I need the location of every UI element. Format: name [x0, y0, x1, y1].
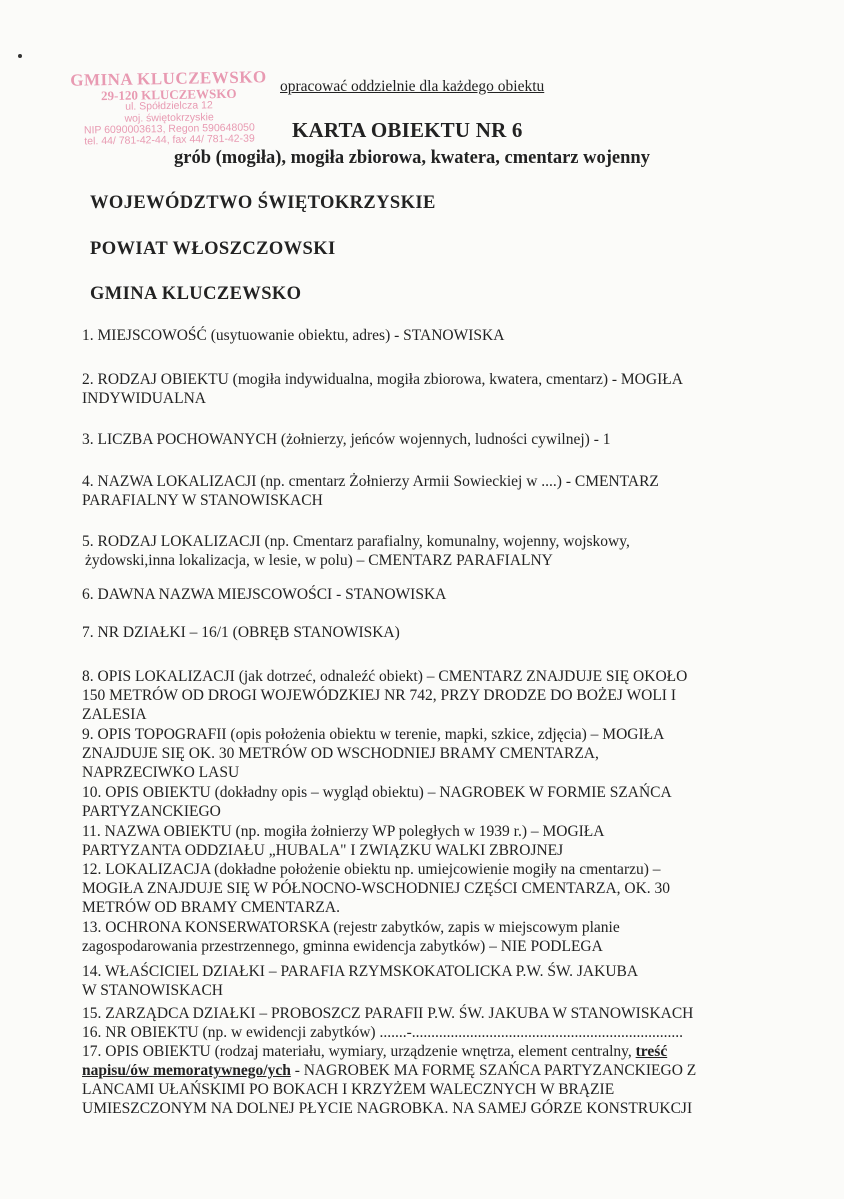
commune-stamp — [53, 68, 284, 148]
field-10-line-1: 10. OPIS OBIEKTU (dokładny opis – wygląd obiektu) – NAGROBEK W FORMIE SZAŃCA — [82, 784, 672, 801]
field-4-line-1: 4. NAZWA LOKALIZACJI (np. cmentarz Żołnierzy Armii Sowieckiej w ....) - CMENTARZ — [82, 473, 659, 490]
field-17-line-4: UMIESZCZONYM NA DOLNEJ PŁYCIE NAGROBKA. NA SAMEJ GÓRZE KONSTRUKCJI — [82, 1100, 693, 1117]
field-12 — [82, 860, 762, 917]
field-9-line-1: 9. OPIS TOPOGRAFII (opis położenia obiektu w terenie, mapki, szkice, zdjęcia) – MOGIŁA — [82, 726, 665, 743]
instruction-note: opracować oddzielnie dla każdego obiektu — [280, 78, 545, 95]
field-4 — [82, 472, 762, 510]
field-16 — [82, 1023, 762, 1042]
commune-heading: GMINA KLUCZEWSKO — [90, 284, 302, 304]
field-14 — [82, 962, 762, 1000]
field-11-line-2: PARTYZANTA ODDZIAŁU „HUBALA" I ZWIĄZKU WALKI ZBROJNEJ — [82, 842, 564, 859]
field-14-line-2: W STANOWISKACH — [82, 982, 223, 999]
stamp-line-2: 29-120 KLUCZEWSKO — [100, 85, 237, 104]
field-16-line-1: 16. NR OBIEKTU (np. w ewidencji zabytków) .......-...................................................................... — [82, 1024, 683, 1041]
field-17-line-1-text: 17. OPIS OBIEKTU (rodzaj materiału, wymiary, urządzenie wnętrza, element centralny, — [82, 1043, 636, 1060]
county-heading: POWIAT WŁOSZCZOWSKI — [90, 239, 336, 259]
field-17-underlined-heading-b: napisu/ów memoratywnego/ych — [82, 1062, 291, 1079]
field-15-line-1: 15. ZARZĄDCA DZIAŁKI – PROBOSZCZ PARAFII P.W. ŚW. JAKUBA W STANOWISKACH — [82, 1005, 694, 1022]
field-6-line-1: 6. DAWNA NAZWA MIEJSCOWOŚCI - STANOWISKA — [82, 586, 447, 603]
field-17-underlined-heading-a: treść — [635, 1043, 668, 1060]
field-11 — [82, 822, 762, 860]
field-13 — [82, 918, 762, 956]
field-5 — [82, 532, 762, 570]
field-12-line-3: METRÓW OD BRAMY CMENTARZA. — [82, 899, 340, 916]
field-10 — [82, 783, 762, 821]
field-14-line-1: 14. WŁAŚCICIEL DZIAŁKI – PARAFIA RZYMSKOKATOLICKA P.W. ŚW. JAKUBA — [82, 963, 639, 980]
field-10-line-2: PARTYZANCKIEGO — [82, 803, 221, 820]
field-17 — [82, 1042, 762, 1118]
field-9-line-3: NAPRZECIWKO LASU — [82, 764, 240, 781]
field-1-line-1: 1. MIEJSCOWOŚĆ (usytuowanie obiektu, adres) - STANOWISKA — [82, 327, 505, 344]
field-17-line-3: LANCAMI UŁAŃSKIMI PO BOKACH I KRZYŻEM WALECZNYCH W BRĄZIE — [82, 1081, 615, 1098]
field-3 — [82, 430, 762, 449]
field-17-line-2 — [82, 1061, 762, 1080]
scan-dot — [18, 54, 22, 58]
field-6 — [82, 585, 762, 604]
field-8-line-3: ZALESIA — [82, 706, 147, 723]
stamp-line-5: NIP 6090003613, Regon 590648050 — [83, 121, 255, 137]
field-12-line-1: 12. LOKALIZACJA (dokładne położenie obiektu np. umiejcowienie mogiły na cmentarzu) – — [82, 861, 661, 878]
field-2-line-1: 2. RODZAJ OBIEKTU (mogiła indywidualna, mogiła zbiorowa, kwatera, cmentarz) - MOGIŁA — [82, 371, 683, 388]
page-subtitle: grób (mogiła), mogiła zbiorowa, kwatera, cmentarz wojenny — [174, 148, 650, 168]
field-2-line-2: INDYWIDUALNA — [82, 390, 206, 407]
field-3-line-1: 3. LICZBA POCHOWANYCH (żołnierzy, jeńców wojennych, ludności cywilnej) - 1 — [82, 431, 611, 448]
stamp-line-4: woj. świętokrzyskie — [124, 110, 214, 125]
field-4-line-2: PARAFIALNY W STANOWISKACH — [82, 492, 323, 509]
field-5-line-1: 5. RODZAJ LOKALIZACJI (np. Cmentarz parafialny, komunalny, wojenny, wojskowy, — [82, 533, 630, 550]
field-17-line-1 — [82, 1042, 762, 1061]
field-1 — [82, 326, 762, 345]
page-title: KARTA OBIEKTU NR 6 — [292, 118, 523, 142]
field-7-line-1: 7. NR DZIAŁKI – 16/1 (OBRĘB STANOWISKA) — [82, 624, 400, 641]
field-5-line-2: żydowski,inna lokalizacja, w lesie, w polu) – CMENTARZ PARAFIALNY — [85, 552, 553, 569]
field-17-line-2-text: - NAGROBEK MA FORMĘ SZAŃCA PARTYZANCKIEGO Z — [290, 1062, 697, 1079]
field-9-line-2: ZNAJDUJE SIĘ OK. 30 METRÓW OD WSCHODNIEJ BRAMY CMENTARZA, — [82, 745, 599, 762]
field-15 — [82, 1004, 762, 1023]
field-8-line-1: 8. OPIS LOKALIZACJI (jak dotrzeć, odnaleźć obiekt) – CMENTARZ ZNAJDUJE SIĘ OKOŁO — [82, 668, 688, 685]
field-8-line-2: 150 METRÓW OD DROGI WOJEWÓDZKIEJ NR 742, PRZY DRODZE DO BOŻEJ WOLI I — [82, 687, 676, 704]
field-13-line-2: zagospodarowania przestrzennego, gminna ewidencja zabytków) – NIE PODLEGA — [82, 938, 603, 955]
stamp-line-1: GMINA KLUCZEWSKO — [70, 67, 267, 90]
field-9 — [82, 725, 762, 782]
field-11-line-1: 11. NAZWA OBIEKTU (np. mogiła żołnierzy WP poległych w 1939 r.) – MOGIŁA — [82, 823, 605, 840]
field-13-line-1: 13. OCHRONA KONSERWATORSKA (rejestr zabytków, zapis w miejscowym planie — [82, 919, 620, 936]
field-8 — [82, 667, 762, 724]
field-12-line-2: MOGIŁA ZNAJDUJE SIĘ W PÓŁNOCNO-WSCHODNIEJ CZĘŚCI CMENTARZA, OK. 30 — [82, 880, 671, 897]
stamp-line-3: ul. Spółdzielcza 12 — [125, 99, 213, 114]
field-7 — [82, 623, 762, 642]
field-2 — [82, 370, 762, 408]
voivodeship-heading: WOJEWÓDZTWO ŚWIĘTOKRZYSKIE — [90, 193, 436, 213]
stamp-line-6: tel. 44/ 781-42-44, fax 44/ 781-42-39 — [84, 132, 255, 148]
